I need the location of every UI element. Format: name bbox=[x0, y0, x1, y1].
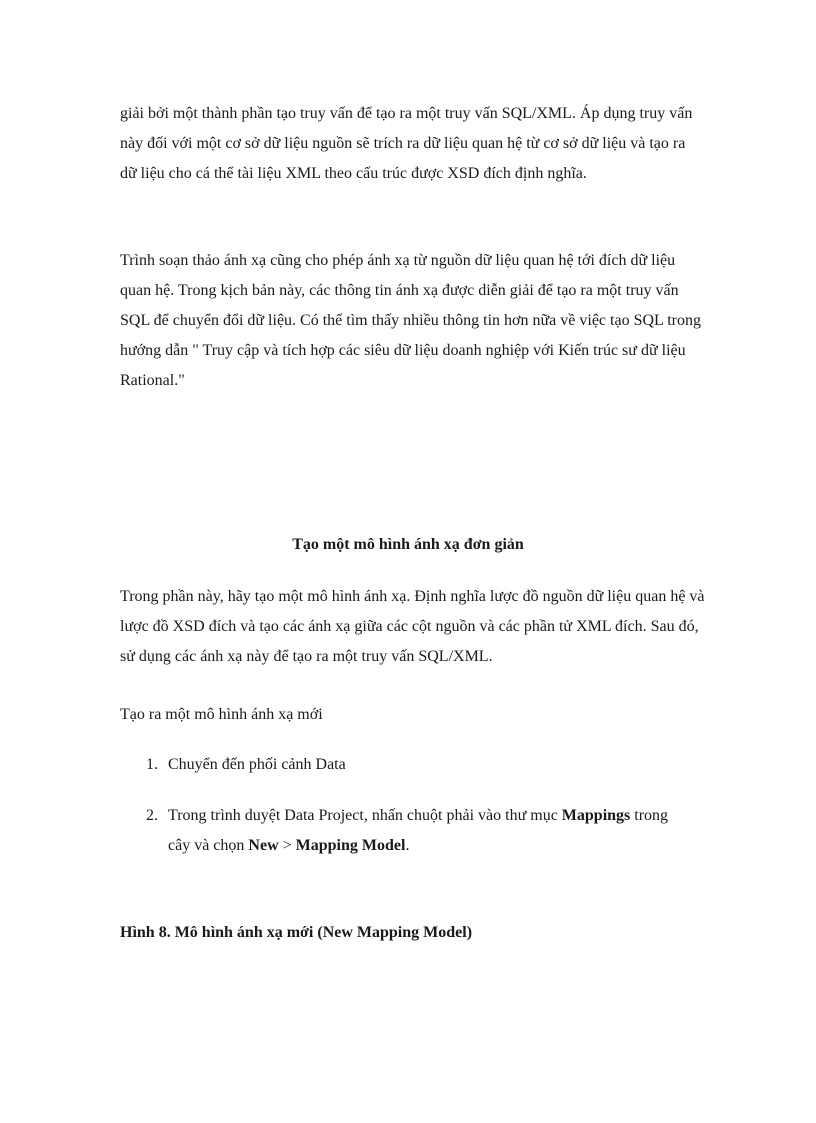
step-text-part: trong cây và chọn bbox=[168, 807, 669, 854]
section-heading: Tạo một mô hình ánh xạ đơn giản bbox=[292, 536, 524, 553]
step-text-part: Trong trình duyệt Data Project, nhấn chuột phải vào thư mục bbox=[168, 807, 562, 824]
list-item-step-1 bbox=[146, 750, 686, 780]
new-menu-label: New bbox=[248, 837, 279, 854]
figure-caption: Hình 8. Mô hình ánh xạ mới (New Mapping Model) bbox=[120, 924, 473, 941]
paragraph-section-intro: Trong phần này, hãy tạo một mô hình ánh xạ. Định nghĩa lược đồ nguồn dữ liệu quan hệ và lược đồ XSD đích và tạo các ánh xạ giữa các cột nguồn và các phần tử XML đích. Sau đó, sử dụng các ánh xạ này để tạo ra một truy vấn SQL/XML. bbox=[120, 588, 705, 665]
menu-separator: > bbox=[278, 837, 296, 854]
step-text bbox=[168, 801, 686, 861]
step-text-part: . bbox=[405, 837, 410, 854]
step-number: 2. bbox=[146, 807, 158, 824]
mappings-folder-label: Mappings bbox=[561, 807, 631, 824]
paragraph-relational-mapping: Trình soạn thảo ánh xạ cũng cho phép ánh xạ từ nguồn dữ liệu quan hệ tới đích dữ liệu quan hệ. Trong kịch bản này, các thông tin ánh xạ được diễn giải để tạo ra một truy vấn SQL để chuyển đổi dữ liệu. Có thể tìm thấy nhiều thông tin hơn nữa về việc tạo SQL trong hướng dẫn " Truy cập và tích hợp các siêu dữ liệu doanh nghiệp với Kiến trúc sư dữ liệu Rational." bbox=[120, 252, 701, 389]
paragraph-sqlxml-query: giải bởi một thành phần tạo truy vấn để tạo ra một truy vấn SQL/XML. Áp dụng truy vấn này đối với một cơ sở dữ liệu nguồn sẽ trích ra dữ liệu quan hệ từ cơ sở dữ liệu và tạo ra dữ liệu cho cá thể tài liệu XML theo cấu trúc được XSD đích định nghĩa. bbox=[120, 105, 693, 182]
paragraph-create-model: Tạo ra một mô hình ánh xạ mới bbox=[120, 706, 323, 723]
step-number: 1. bbox=[146, 756, 158, 773]
list-item-step-2 bbox=[146, 801, 686, 861]
step-text: Chuyển đến phối cảnh Data bbox=[168, 756, 346, 773]
mapping-model-menu-label: Mapping Model bbox=[295, 837, 406, 854]
